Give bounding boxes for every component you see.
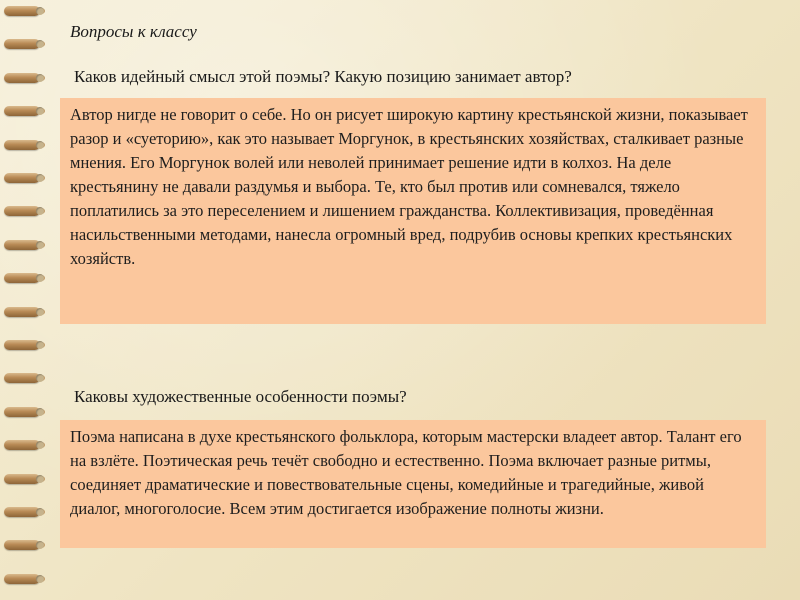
binding-ring-icon [4,106,40,116]
binding-hole-icon [36,207,44,215]
binding-hole-icon [36,274,44,282]
binding-ring-icon [4,373,40,383]
binding-ring-icon [4,307,40,317]
binding-hole-icon [36,174,44,182]
binding-hole-icon [36,508,44,516]
binding-hole-icon [36,475,44,483]
binding-hole-icon [36,441,44,449]
binding-hole-icon [36,575,44,583]
binding-ring-icon [4,6,40,16]
binding-hole-icon [36,7,44,15]
binding-ring-icon [4,73,40,83]
binding-hole-icon [36,40,44,48]
binding-ring-icon [4,407,40,417]
section-title: Вопросы к классу [70,22,197,41]
binding-ring-icon [4,240,40,250]
binding-ring-icon [4,340,40,350]
binding-hole-icon [36,374,44,382]
answer-box-1: Автор нигде не говорит о себе. Но он рисует широкую картину крестьянской жизни, показывает разор и «суеторию», как это называет Моргунок, в крестьянских хозяйствах, сталкивает разные мнения. Его Моргунок волей или неволей принимает решение идти в колхоз. На деле крестьянину не давали раздумья и выбора. Те, кто был против или сомневался, тяжело поплатились за это переселением и лишением гражданства. Коллективизация, проведённая насильственными методами, нанесла огромный вред, подрубив основы крепких крестьянских хозяйств. [60,98,766,324]
binding-hole-icon [36,408,44,416]
binding-hole-icon [36,74,44,82]
binding-hole-icon [36,341,44,349]
notebook-binding-icon [0,0,44,600]
binding-ring-icon [4,440,40,450]
binding-hole-icon [36,241,44,249]
binding-ring-icon [4,507,40,517]
binding-ring-icon [4,273,40,283]
binding-ring-icon [4,540,40,550]
binding-ring-icon [4,140,40,150]
binding-ring-icon [4,474,40,484]
question-1: Каков идейный смысл этой поэмы? Какую позицию занимает автор? [74,67,572,86]
binding-hole-icon [36,141,44,149]
binding-ring-icon [4,39,40,49]
answer-box-2: Поэма написана в духе крестьянского фольклора, которым мастерски владеет автор. Талант его на взлёте. Поэтическая речь течёт свободно и естественно. Поэма включает разные ритмы, соединяет драматические и повествовательные сцены, комедийные и трагедийные, живой диалог, многоголосие. Всем этим достигается изображение полноты жизни. [60,420,766,548]
binding-ring-icon [4,206,40,216]
binding-hole-icon [36,107,44,115]
binding-hole-icon [36,541,44,549]
binding-hole-icon [36,308,44,316]
binding-ring-icon [4,173,40,183]
question-2: Каковы художественные особенности поэмы? [74,387,407,406]
binding-ring-icon [4,574,40,584]
